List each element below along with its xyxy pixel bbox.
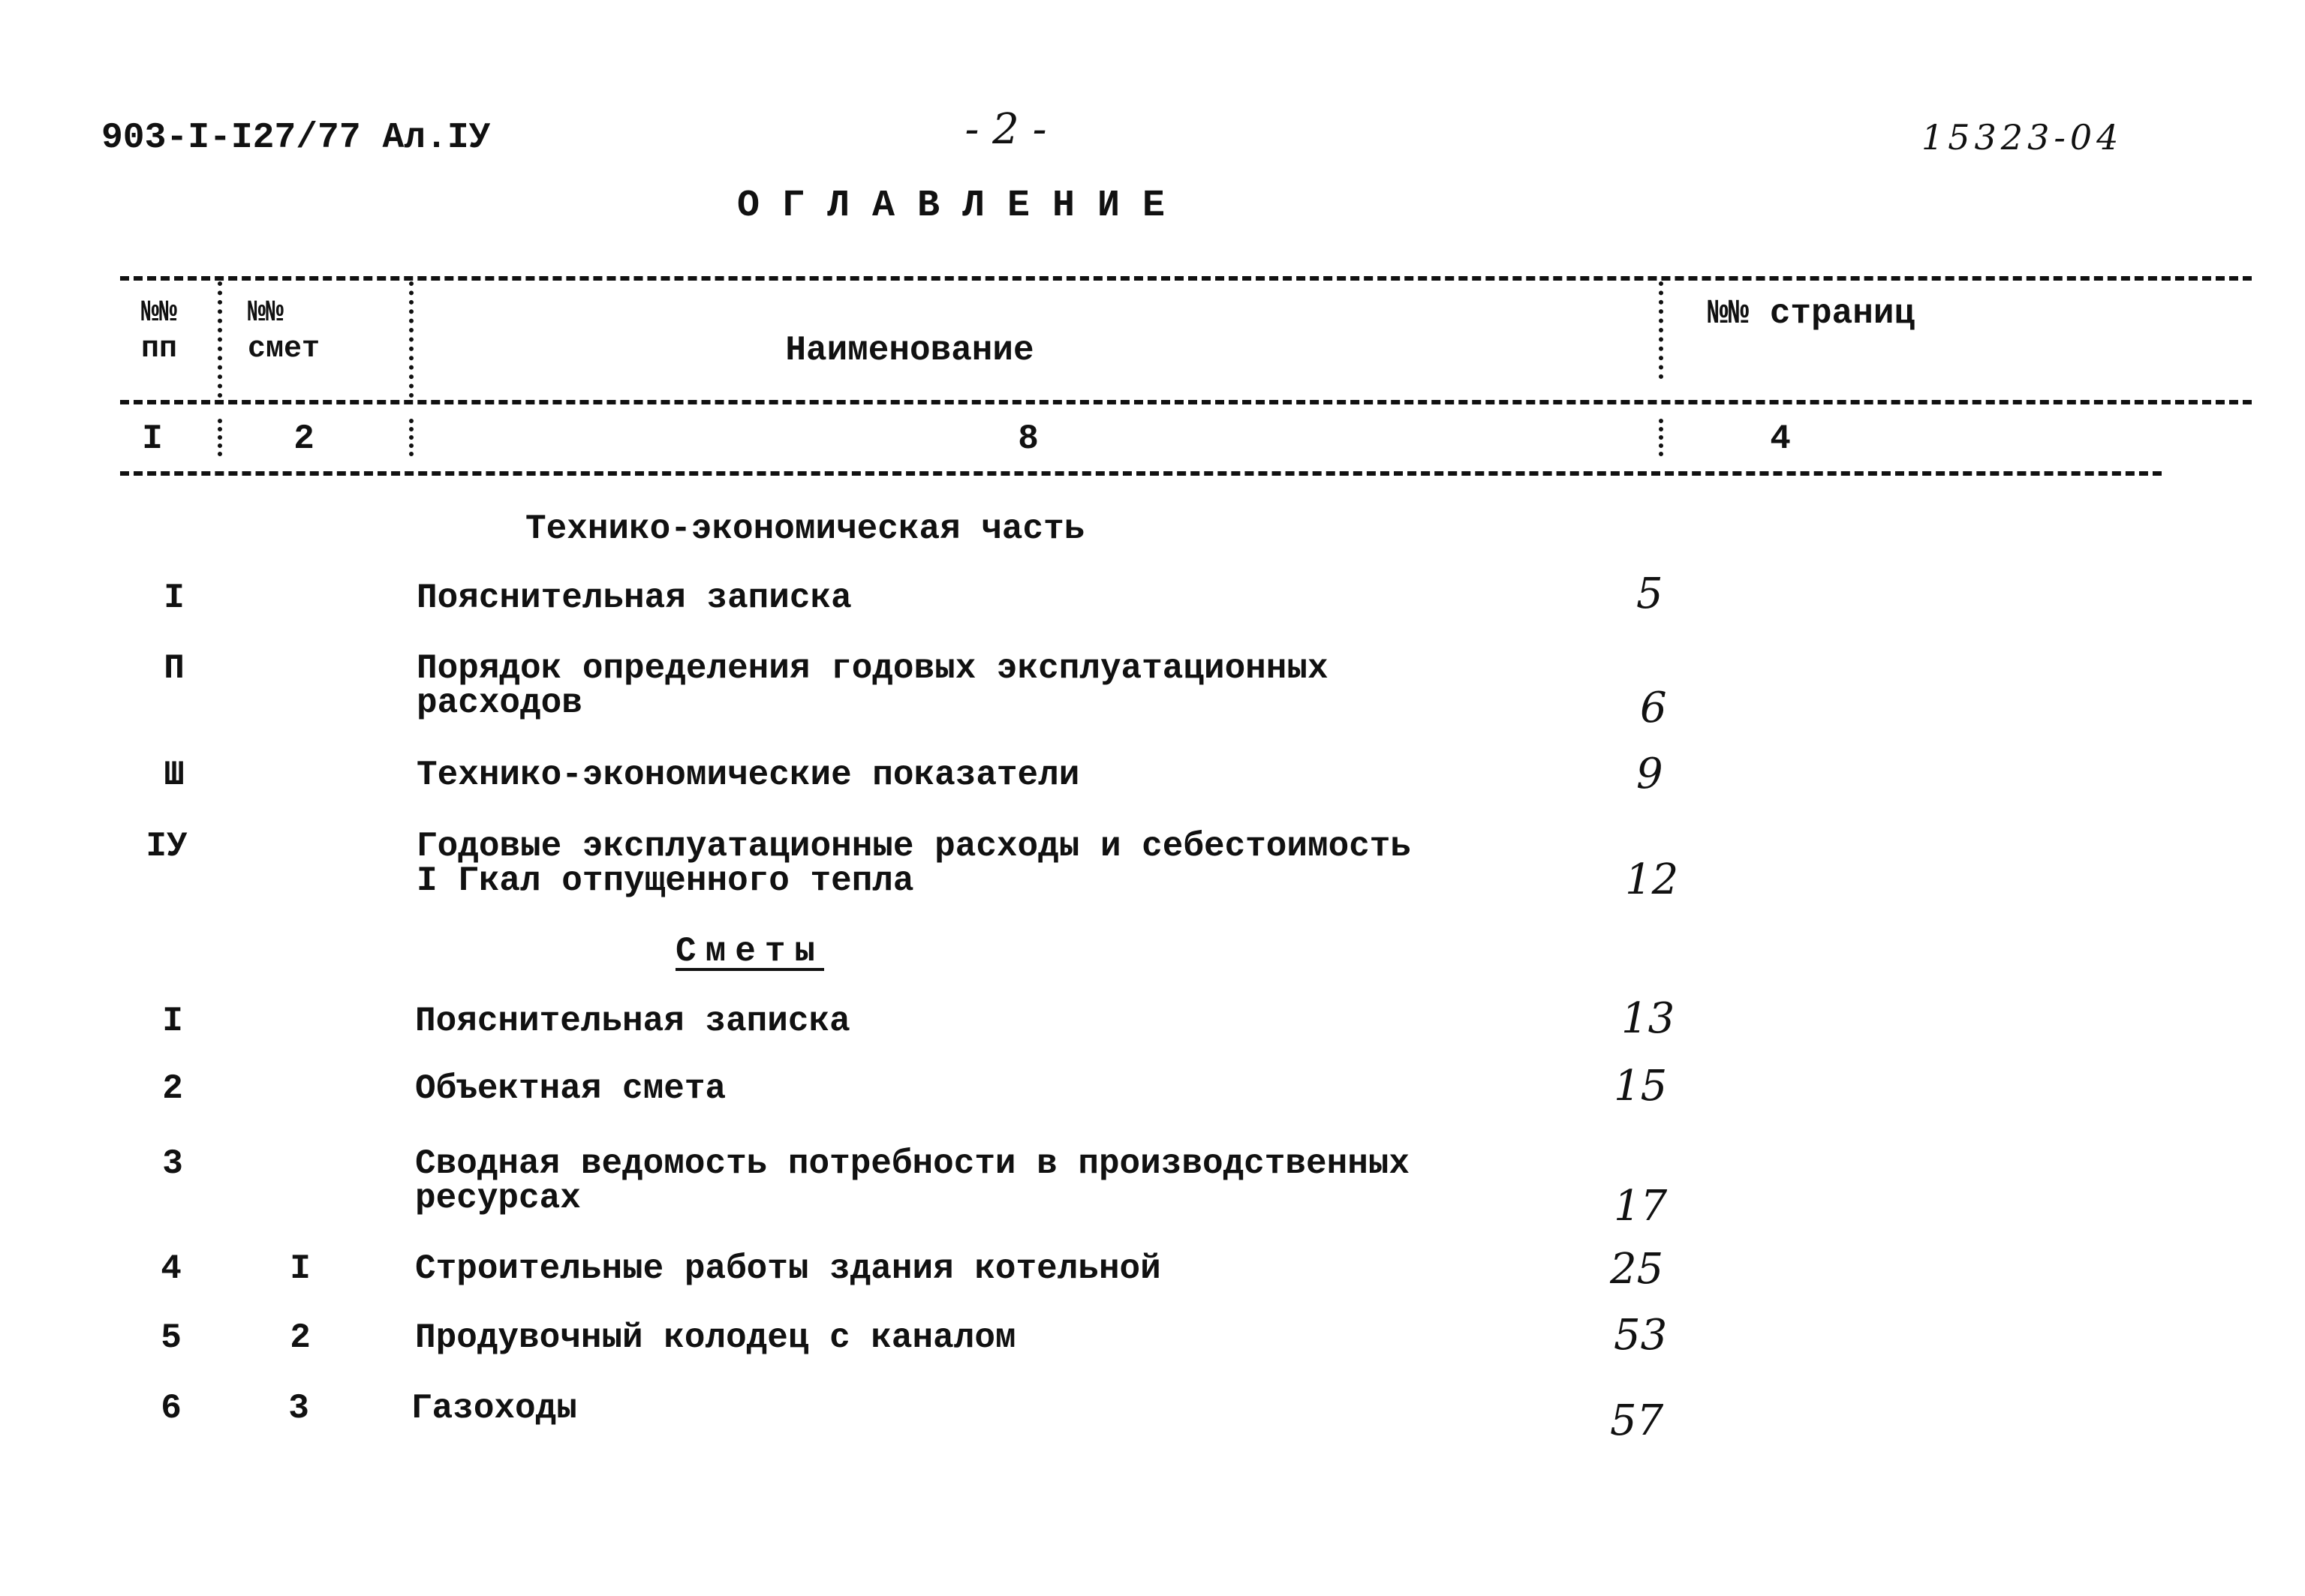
- row-name: Порядок определения годовых эксплуатационных: [417, 649, 1329, 688]
- row-page: 57: [1610, 1396, 1664, 1445]
- header-name: Наименование: [785, 331, 1034, 370]
- row-name-cont: I Гкал отпущенного тепла: [417, 861, 914, 900]
- header-num-line2: пп: [141, 332, 178, 366]
- row-num: IУ: [146, 827, 188, 866]
- row-name: Годовые эксплуатационные расходы и себестоимость: [417, 827, 1412, 866]
- row-num: 2: [162, 1069, 183, 1108]
- column-divider: [218, 419, 222, 456]
- index-col3: 8: [1018, 419, 1039, 458]
- row-name-cont: ресурсах: [415, 1179, 581, 1218]
- row-name: Технико-экономические показатели: [417, 756, 1080, 795]
- row-num: 6: [161, 1389, 182, 1428]
- column-divider: [218, 281, 222, 398]
- row-num: 3: [162, 1144, 183, 1183]
- row-name: Объектная смета: [415, 1069, 727, 1108]
- row-page: 12: [1625, 855, 1679, 904]
- table-top-rule: [120, 276, 2252, 281]
- row-smeta: 3: [288, 1389, 309, 1428]
- row-smeta: I: [290, 1249, 311, 1288]
- row-num: 4: [161, 1249, 182, 1288]
- row-page: 9: [1636, 750, 1663, 798]
- header-num-line1: №№: [141, 296, 178, 330]
- row-name: Сводная ведомость потребности в производственных: [415, 1144, 1410, 1183]
- row-page: 53: [1614, 1311, 1668, 1360]
- table-index-rule: [120, 471, 2162, 476]
- row-num: I: [162, 1002, 183, 1041]
- row-page: 13: [1621, 994, 1675, 1043]
- row-name: Пояснительная записка: [415, 1002, 850, 1041]
- page-number: - 2 -: [964, 105, 1047, 154]
- row-num: Ш: [164, 756, 185, 795]
- row-page: 6: [1640, 684, 1667, 732]
- row-name: Продувочный колодец с каналом: [415, 1318, 1016, 1357]
- row-num: I: [164, 579, 185, 618]
- header-smeta-line1: №№: [248, 296, 284, 330]
- section-heading: Сметы: [676, 932, 825, 971]
- index-col4: 4: [1770, 419, 1791, 458]
- column-divider: [409, 281, 414, 398]
- column-divider: [1659, 419, 1663, 456]
- row-page: 15: [1614, 1062, 1668, 1111]
- archive-number: 15323-04: [1921, 117, 2123, 158]
- document-code: 903-I-I27/77 Ал.IУ: [101, 118, 491, 158]
- index-col2: 2: [293, 419, 314, 458]
- row-page: 17: [1614, 1182, 1668, 1231]
- row-page: 25: [1610, 1245, 1664, 1294]
- page-title: ОГЛАВЛЕНИЕ: [737, 185, 1188, 227]
- row-name: Пояснительная записка: [417, 579, 852, 618]
- row-name-cont: расходов: [417, 684, 582, 723]
- row-num: 5: [161, 1318, 182, 1357]
- column-divider: [1659, 281, 1663, 379]
- header-pages: №№ страниц: [1708, 294, 1915, 333]
- row-num: П: [164, 649, 185, 688]
- section-heading: Технико-экономическая часть: [525, 509, 1085, 549]
- index-col1: I: [142, 419, 163, 458]
- row-name: Строительные работы здания котельной: [415, 1249, 1161, 1288]
- row-name: Газоходы: [411, 1389, 577, 1428]
- table-header-rule: [120, 400, 2252, 404]
- column-divider: [409, 419, 414, 456]
- row-page: 5: [1636, 570, 1663, 618]
- header-smeta-line2: смет: [248, 332, 320, 366]
- row-smeta: 2: [290, 1318, 311, 1357]
